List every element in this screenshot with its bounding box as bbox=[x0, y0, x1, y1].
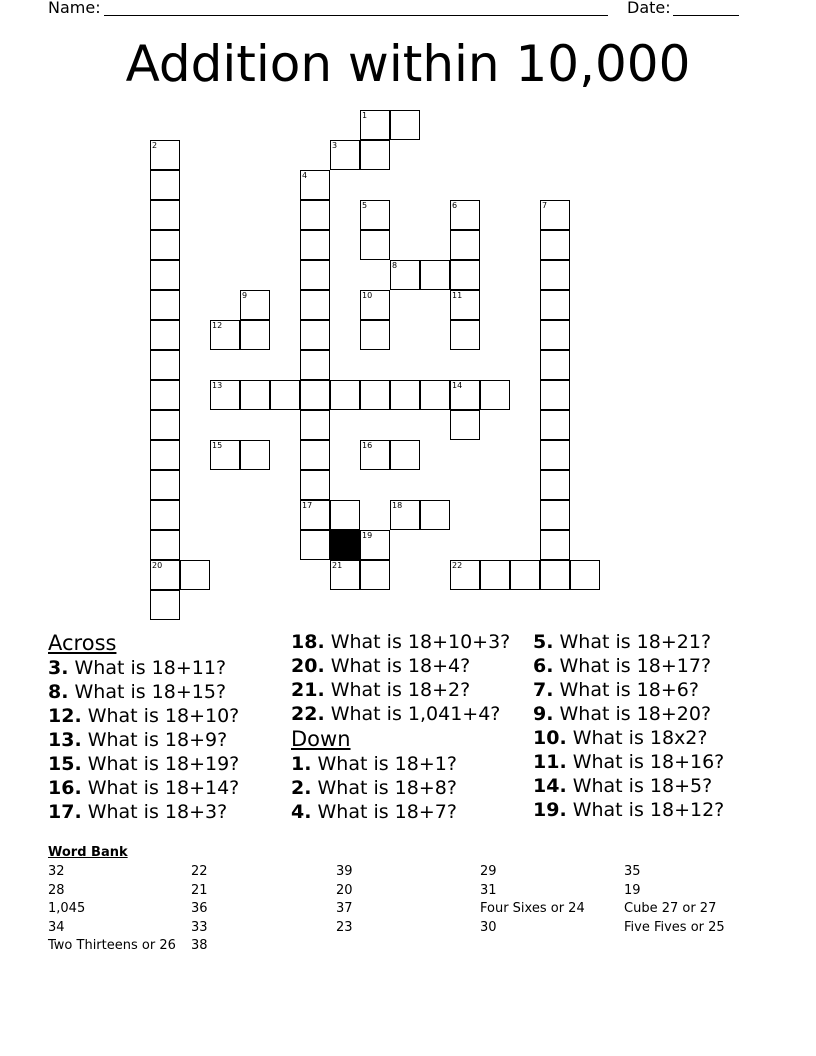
word-bank-item: 20 bbox=[336, 882, 353, 898]
clue-text: What is 18+4? bbox=[324, 655, 471, 677]
clue-number-label: 19. bbox=[533, 799, 567, 821]
grid-cell[interactable] bbox=[300, 530, 330, 560]
clue-text: What is 18+10? bbox=[81, 705, 240, 727]
clue bbox=[48, 704, 239, 728]
word-bank-item: 28 bbox=[48, 882, 65, 898]
black-cell bbox=[330, 530, 360, 560]
clue-text: What is 18+7? bbox=[311, 801, 457, 823]
clue-number-label: 12. bbox=[48, 705, 82, 727]
word-bank-item: 30 bbox=[480, 919, 497, 935]
grid-cell[interactable] bbox=[150, 230, 180, 260]
grid-cell[interactable] bbox=[300, 410, 330, 440]
grid-cell[interactable] bbox=[150, 170, 180, 200]
grid-cell[interactable] bbox=[390, 380, 420, 410]
word-bank-item: 23 bbox=[336, 919, 353, 935]
clue-number-label: 18. bbox=[291, 631, 325, 653]
word-bank-item: Cube 27 or 27 bbox=[624, 901, 717, 916]
clue bbox=[533, 702, 724, 726]
grid-cell[interactable] bbox=[150, 500, 180, 530]
clue-number-label: 5. bbox=[533, 631, 554, 653]
grid-cell[interactable] bbox=[240, 440, 270, 470]
clue-text: What is 18+1? bbox=[311, 753, 457, 775]
word-bank-item: 32 bbox=[48, 864, 65, 879]
grid-cell[interactable] bbox=[540, 320, 570, 350]
clue bbox=[48, 752, 239, 776]
clue-text: What is 18+14? bbox=[81, 777, 240, 799]
clue-number-label: 9. bbox=[533, 703, 554, 725]
word-bank-item: 33 bbox=[191, 919, 208, 935]
grid-cell[interactable] bbox=[300, 350, 330, 380]
word-bank-item: 22 bbox=[191, 864, 208, 879]
clue-number: 20 bbox=[152, 561, 163, 570]
grid-cell[interactable] bbox=[150, 470, 180, 500]
clues-column-3 bbox=[533, 630, 724, 822]
page-title: Addition within 10,000 bbox=[125, 35, 691, 93]
clue-text: What is 18+19? bbox=[81, 753, 240, 775]
word-bank-item: 34 bbox=[48, 919, 65, 935]
clue bbox=[533, 798, 724, 822]
grid-cell[interactable] bbox=[240, 380, 270, 410]
clue-number-label: 17. bbox=[48, 801, 82, 823]
clue-number: 18 bbox=[392, 501, 403, 510]
grid-cell[interactable] bbox=[150, 350, 180, 380]
clue-number-label: 10. bbox=[533, 727, 567, 749]
clue-number: 17 bbox=[302, 501, 313, 510]
word-bank-item: Two Thirteens or 26 bbox=[48, 938, 176, 953]
name-label: Name: bbox=[48, 0, 101, 17]
grid-cell[interactable] bbox=[150, 290, 180, 320]
grid-cell[interactable] bbox=[540, 380, 570, 410]
clue-number: 1 bbox=[362, 111, 368, 120]
clue bbox=[291, 654, 510, 678]
grid-cell[interactable] bbox=[540, 410, 570, 440]
clue-text: What is 18+8? bbox=[311, 777, 457, 799]
clue bbox=[533, 630, 724, 654]
grid-cell[interactable] bbox=[510, 560, 540, 590]
clue-number: 15 bbox=[212, 441, 223, 450]
word-bank-item: 31 bbox=[480, 882, 497, 898]
clue-number-label: 21. bbox=[291, 679, 325, 701]
grid-cell[interactable] bbox=[390, 440, 420, 470]
grid-cell[interactable] bbox=[180, 560, 210, 590]
grid-cell[interactable] bbox=[330, 500, 360, 530]
grid-cell[interactable] bbox=[540, 350, 570, 380]
clue-number-label: 15. bbox=[48, 753, 82, 775]
clue-text: What is 18+2? bbox=[324, 679, 471, 701]
clue bbox=[291, 752, 510, 776]
clue bbox=[533, 774, 724, 798]
clue-number-label: 16. bbox=[48, 777, 82, 799]
grid-cell[interactable] bbox=[300, 260, 330, 290]
grid-cell[interactable] bbox=[450, 320, 480, 350]
clue bbox=[48, 728, 239, 752]
grid-cell[interactable] bbox=[540, 500, 570, 530]
clue-number: 7 bbox=[542, 201, 548, 210]
clue-number-label: 11. bbox=[533, 751, 567, 773]
clue bbox=[533, 654, 724, 678]
clue-number-label: 3. bbox=[48, 657, 69, 679]
clue-number-label: 4. bbox=[291, 801, 312, 823]
grid-cell[interactable] bbox=[300, 440, 330, 470]
grid-cell[interactable] bbox=[480, 560, 510, 590]
clue-number: 3 bbox=[332, 141, 338, 150]
clue-number-label: 6. bbox=[533, 655, 554, 677]
grid-cell[interactable] bbox=[300, 380, 330, 410]
clue-number: 11 bbox=[452, 291, 463, 300]
grid-cell[interactable] bbox=[540, 260, 570, 290]
clue bbox=[48, 800, 239, 824]
grid-cell[interactable] bbox=[360, 230, 390, 260]
grid-cell[interactable] bbox=[300, 320, 330, 350]
clue-number-label: 7. bbox=[533, 679, 554, 701]
word-bank-item: 39 bbox=[336, 864, 353, 879]
grid-cell[interactable] bbox=[540, 530, 570, 560]
clue bbox=[291, 678, 510, 702]
clue-text: What is 18+20? bbox=[553, 703, 712, 725]
clue-number: 13 bbox=[212, 381, 223, 390]
clue-number: 9 bbox=[242, 291, 248, 300]
clue-number: 5 bbox=[362, 201, 368, 210]
date-label: Date: bbox=[627, 0, 671, 17]
clue bbox=[48, 680, 239, 704]
clue bbox=[48, 656, 239, 680]
grid-cell[interactable] bbox=[540, 440, 570, 470]
grid-cell[interactable] bbox=[450, 410, 480, 440]
grid-cell[interactable] bbox=[150, 590, 180, 620]
clue-number: 19 bbox=[362, 531, 373, 540]
grid-cell[interactable] bbox=[270, 380, 300, 410]
clue-text: What is 18+10+3? bbox=[324, 631, 511, 653]
clue-text: What is 18+6? bbox=[553, 679, 699, 701]
grid-cell[interactable] bbox=[300, 290, 330, 320]
grid-cell[interactable] bbox=[360, 560, 390, 590]
grid-cell[interactable] bbox=[360, 380, 390, 410]
grid-cell[interactable] bbox=[150, 530, 180, 560]
grid-cell[interactable] bbox=[450, 230, 480, 260]
word-bank-item: 38 bbox=[191, 938, 208, 953]
word-bank-item: Five Fives or 25 bbox=[624, 919, 725, 935]
clue-text: What is 18+5? bbox=[566, 775, 713, 797]
grid-cell[interactable] bbox=[450, 260, 480, 290]
clue-number-label: 20. bbox=[291, 655, 325, 677]
word-bank-item: 1,045 bbox=[48, 901, 86, 916]
grid-cell[interactable] bbox=[150, 440, 180, 470]
word-bank-title: Word Bank bbox=[48, 845, 128, 860]
clue bbox=[291, 800, 510, 824]
word-bank-item: 29 bbox=[480, 864, 497, 879]
grid-cell[interactable] bbox=[360, 320, 390, 350]
clue-text: What is 18x2? bbox=[566, 727, 708, 749]
clue-text: What is 1,041+4? bbox=[324, 703, 501, 725]
grid-cell[interactable] bbox=[540, 290, 570, 320]
grid-cell[interactable] bbox=[150, 380, 180, 410]
clue bbox=[533, 726, 724, 750]
grid-cell[interactable] bbox=[540, 470, 570, 500]
clue-number-label: 1. bbox=[291, 753, 312, 775]
clue-text: What is 18+3? bbox=[81, 801, 228, 823]
clue-number: 2 bbox=[152, 141, 158, 150]
clue-number: 22 bbox=[452, 561, 463, 570]
clue bbox=[291, 630, 510, 654]
grid-cell[interactable] bbox=[150, 320, 180, 350]
grid-cell[interactable] bbox=[360, 140, 390, 170]
grid-cell[interactable] bbox=[150, 260, 180, 290]
grid-cell[interactable] bbox=[390, 110, 420, 140]
word-bank-item: 19 bbox=[624, 882, 641, 898]
clue bbox=[533, 750, 724, 774]
grid-cell[interactable] bbox=[420, 260, 450, 290]
grid-cell[interactable] bbox=[150, 200, 180, 230]
clue-number: 4 bbox=[302, 171, 308, 180]
clue-text: What is 18+12? bbox=[566, 799, 725, 821]
clue-number: 6 bbox=[452, 201, 458, 210]
clue-number: 10 bbox=[362, 291, 373, 300]
word-bank-item: 21 bbox=[191, 882, 208, 898]
clue-number: 14 bbox=[452, 381, 463, 390]
across-clues bbox=[48, 630, 239, 824]
clue-number: 21 bbox=[332, 561, 343, 570]
clue-number-label: 14. bbox=[533, 775, 567, 797]
clue bbox=[48, 776, 239, 800]
word-bank-item: 35 bbox=[624, 864, 641, 879]
clue-text: What is 18+9? bbox=[81, 729, 228, 751]
clue-number: 8 bbox=[392, 261, 398, 270]
clue bbox=[291, 776, 510, 800]
clue-number: 12 bbox=[212, 321, 223, 330]
clue-text: What is 18+16? bbox=[566, 751, 725, 773]
grid-cell[interactable] bbox=[300, 200, 330, 230]
clue-number-label: 13. bbox=[48, 729, 82, 751]
clue-text: What is 18+11? bbox=[68, 657, 227, 679]
clue-text: What is 18+15? bbox=[68, 681, 227, 703]
word-bank-item: Four Sixes or 24 bbox=[480, 901, 585, 916]
grid-cell[interactable] bbox=[240, 320, 270, 350]
grid-cell[interactable] bbox=[540, 230, 570, 260]
clue-text: What is 18+21? bbox=[553, 631, 712, 653]
clue-number: 16 bbox=[362, 441, 373, 450]
grid-cell[interactable] bbox=[300, 470, 330, 500]
clues-column-2 bbox=[291, 630, 510, 824]
clue bbox=[533, 678, 724, 702]
grid-cell[interactable] bbox=[330, 380, 360, 410]
grid-cell[interactable] bbox=[300, 230, 330, 260]
down-heading: Down bbox=[291, 727, 351, 751]
across-heading: Across bbox=[48, 631, 117, 655]
clue-text: What is 18+17? bbox=[553, 655, 712, 677]
word-bank-item: 37 bbox=[336, 901, 353, 916]
grid-cell[interactable] bbox=[480, 380, 510, 410]
grid-cell[interactable] bbox=[150, 410, 180, 440]
clue-number-label: 22. bbox=[291, 703, 325, 725]
grid-cell[interactable] bbox=[420, 500, 450, 530]
grid-cell[interactable] bbox=[420, 380, 450, 410]
word-bank-item: 36 bbox=[191, 901, 208, 916]
clue-number-label: 8. bbox=[48, 681, 69, 703]
grid-cell[interactable] bbox=[540, 560, 570, 590]
clue-number-label: 2. bbox=[291, 777, 312, 799]
clue bbox=[291, 702, 510, 726]
grid-cell[interactable] bbox=[570, 560, 600, 590]
